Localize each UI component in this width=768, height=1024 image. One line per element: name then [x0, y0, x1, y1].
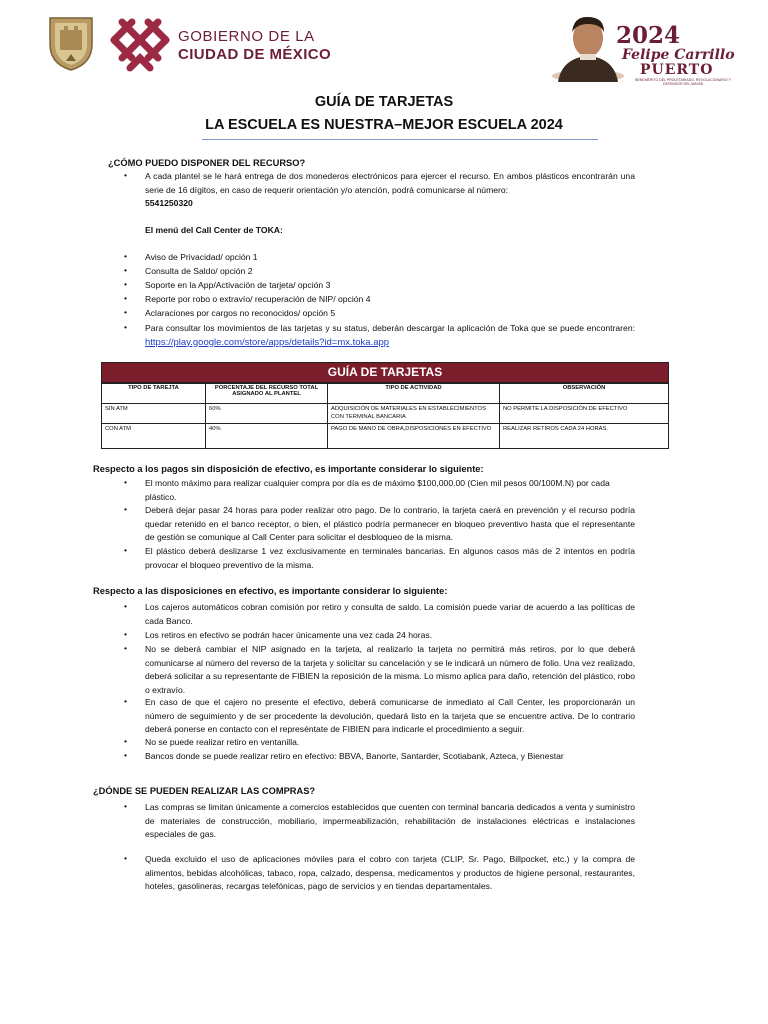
bullet-icon: • — [124, 629, 127, 639]
bullet-icon: • — [124, 477, 127, 487]
section3-item: Bancos donde se puede realizar retiro en efectivo: BBVA, Banorte, Santarder, Scotiabank, Azteca, y Bienestar — [145, 751, 564, 761]
bullet-icon: • — [124, 643, 127, 653]
bullet-icon: • — [124, 251, 127, 261]
section3-item: En caso de que el cajero no presente el efectivo, deberá comunicarse de inmediato al Call Center, les proporcionarán un número de seguimiento y de ser procedente la devolución, quedará listo en la tarjeta que se encuentre activa. De lo contrario deberá ponerse en contacto con el represéntate de FIBIEN para indicarle el procedimiento a seguir. — [145, 697, 635, 734]
bullet-icon: • — [124, 853, 127, 863]
felipe-carrillo-puerto-logo — [550, 12, 750, 84]
table-cell: REALIZAR RETIROS CADA 24 HORAS. — [500, 424, 669, 449]
bullet-icon: • — [124, 504, 127, 514]
table-cell: CON ATM — [102, 424, 206, 449]
section4-item: Queda excluido el uso de aplicaciones móviles para el cobro con tarjeta (CLIP, Sr. Pago, Billpocket, etc.) y la compra de alimentos, bebidas alcohólicas, tabaco, ropa, calzado, despensa, medicamentos y productos de higiene personal, restaurantes, hoteles, gasolineras, recargas telefónicas, pago de servicios y en tiendas departamentales. — [145, 854, 635, 891]
table-title: GUÍA DE TARJETAS — [101, 362, 669, 383]
section1-heading: ¿CÓMO PUEDO DISPONER DEL RECURSO? — [108, 158, 306, 168]
section2-heading: Respecto a los pagos sin disposición de efectivo, es importante considerar lo siguiente: — [93, 464, 484, 474]
section3-item: Los cajeros automáticos cobran comisión por retiro y consulta de saldo. La comisión puede variar de acuerdo a las políticas de cada Banco. — [145, 602, 635, 626]
document-subtitle: LA ESCUELA ES NUESTRA–MEJOR ESCUELA 2024 — [205, 117, 563, 133]
column-header: TIPO DE TAREJTA — [102, 384, 206, 404]
app-text: Para consultar los movimientos de las tarjetas y su status, deberán descargar la aplicación de Toka que se puede encontraren: — [145, 323, 635, 333]
section4-heading: ¿DÓNDE SE PUEDEN REALIZAR LAS COMPRAS? — [93, 786, 316, 796]
menu-item: Aviso de Privacidad/ opción 1 — [145, 252, 258, 262]
cards-table-grid — [101, 383, 669, 449]
table-cell: PAGO DE MANO DE OBRA,DISPOSICIONES EN EFECTIVO — [328, 424, 500, 449]
app-paragraph — [145, 322, 635, 349]
fcp-subtitle: BENEMÉRITO DEL PROLETARIADO, REVOLUCIONARIO Y DEFENSOR DEL MAYAB — [635, 78, 731, 86]
bullet-icon: • — [124, 750, 127, 760]
section1-intro — [145, 170, 635, 211]
bullet-icon: • — [124, 322, 127, 332]
cards-table — [101, 362, 669, 449]
title-divider — [202, 139, 598, 140]
bullet-icon: • — [124, 696, 127, 706]
phone-number: 5541250320 — [145, 198, 193, 208]
bullet-icon: • — [124, 170, 127, 180]
intro-text: A cada plantel se le hará entrega de dos monederos electrónicos para ejercer el recurso. En ambos plásticos encontrarán una serie de 16 dígitos, en caso de requerir orientación y/o atención, podrá comunicarse al número: — [145, 171, 635, 195]
gobierno-cdmx-wordmark — [178, 28, 331, 64]
fcp-name: Felipe Carrillo — [622, 47, 735, 63]
table-cell: 60% — [206, 404, 328, 424]
bullet-icon: • — [124, 279, 127, 289]
bullet-icon: • — [124, 545, 127, 555]
bullet-icon: • — [124, 801, 127, 811]
table-row — [102, 404, 669, 424]
menu-item: Reporte por robo o extravío/ recuperación de NIP/ opción 4 — [145, 294, 371, 304]
section3-item: Los retiros en efectivo se podrán hacer únicamente una vez cada 24 horas. — [145, 630, 433, 640]
table-cell: NO PERMITE LA DISPOSICIÓN DE EFECTIVO — [500, 404, 669, 424]
section2-item: El plástico deberá deslizarse 1 vez exclusivamente en terminales bancarias. En algunos casos más de 2 intentos en podría provocar el bloqueo preventivo de la misma. — [145, 546, 635, 570]
bullet-icon: • — [124, 265, 127, 275]
column-header: PORCENTAJE DEL RECURSO TOTAL ASIGNADO AL PLANTEL — [206, 384, 328, 404]
gob-line2: CIUDAD DE MÉXICO — [178, 46, 332, 63]
toka-app-link[interactable]: https://play.google.com/store/apps/details?id=mx.toka.app — [145, 336, 390, 348]
column-header: OBSERVACIÓN — [500, 384, 669, 404]
section2-item: Deberá dejar pasar 24 horas para poder realizar otro pago. De lo contrario, la tarjeta caerá en prevención y el recurso podría quedar retenido en el banco receptor, o bien, el plástico podría permanecer en bloqueo preventivo hasta que el representante de gestión se comunique al Call Center para solicitar el desbloqueo de la misma. — [145, 505, 635, 542]
section3-item: No se deberá cambiar el NIP asignado en la tarjeta, al realizarlo la tarjeta no permitirá más retiros, por lo que deberá comunicarse al número del reverso de la tarjeta y solicitar su cancelación y se le indicará un número de folio. Una vez realizado, deberá solicitar a su representante de FIBIEN la reposición de la misma. Lo mismo aplica para daño, retención del plástico, robo o extravío. — [145, 644, 635, 695]
bullet-icon: • — [124, 293, 127, 303]
bullet-icon: • — [124, 736, 127, 746]
gob-line1: GOBIERNO DE LA — [178, 28, 315, 45]
table-cell: 40% — [206, 424, 328, 449]
menu-item: Soporte en la App/Activación de tarjeta/ opción 3 — [145, 280, 331, 290]
table-cell: SIN ATM — [102, 404, 206, 424]
section3-heading: Respecto a las disposiciones en efectivo, es importante considerar lo siguiente: — [93, 586, 448, 596]
header — [0, 0, 768, 90]
document-title: GUÍA DE TARJETAS — [314, 94, 454, 110]
bullet-icon: • — [124, 307, 127, 317]
column-header: TIPO DE ACTIVIDAD — [328, 384, 500, 404]
portrait-icon — [550, 12, 625, 84]
menu-title: El menú del Call Center de TOKA: — [145, 225, 283, 235]
cdmx-coat-of-arms-icon — [46, 14, 96, 72]
section4-item: Las compras se limitan únicamente a comercios establecidos que cuenten con terminal bancaria dedicados a venta y suministro de materiales de construcción, mobiliario, impermeabilización, rehabilitación de instalaciones eléctricas e instalaciones especiales de gas. — [145, 802, 635, 839]
gobierno-cdmx-logo-icon — [108, 12, 172, 78]
table-row — [102, 424, 669, 449]
section3-item: No se puede realizar retiro en ventanilla. — [145, 737, 300, 747]
menu-item: Consulta de Saldo/ opción 2 — [145, 266, 253, 276]
fcp-puerto: PUERTO — [640, 62, 714, 78]
bullet-icon: • — [124, 601, 127, 611]
section2-item: El monto máximo para realizar cualquier compra por día es de máximo $100,000.00 (Cien mil pesos 00/100M.N) por cada plástico. — [145, 478, 610, 502]
table-header-row — [102, 384, 669, 404]
fcp-year: 2024 — [616, 22, 681, 49]
menu-item: Aclaraciones por cargos no reconocidos/ opción 5 — [145, 308, 336, 318]
table-cell: ADQUISICIÓN DE MATERIALES EN ESTABLECIMIENTOS CON TERMINAL BANCARIA — [328, 404, 500, 424]
